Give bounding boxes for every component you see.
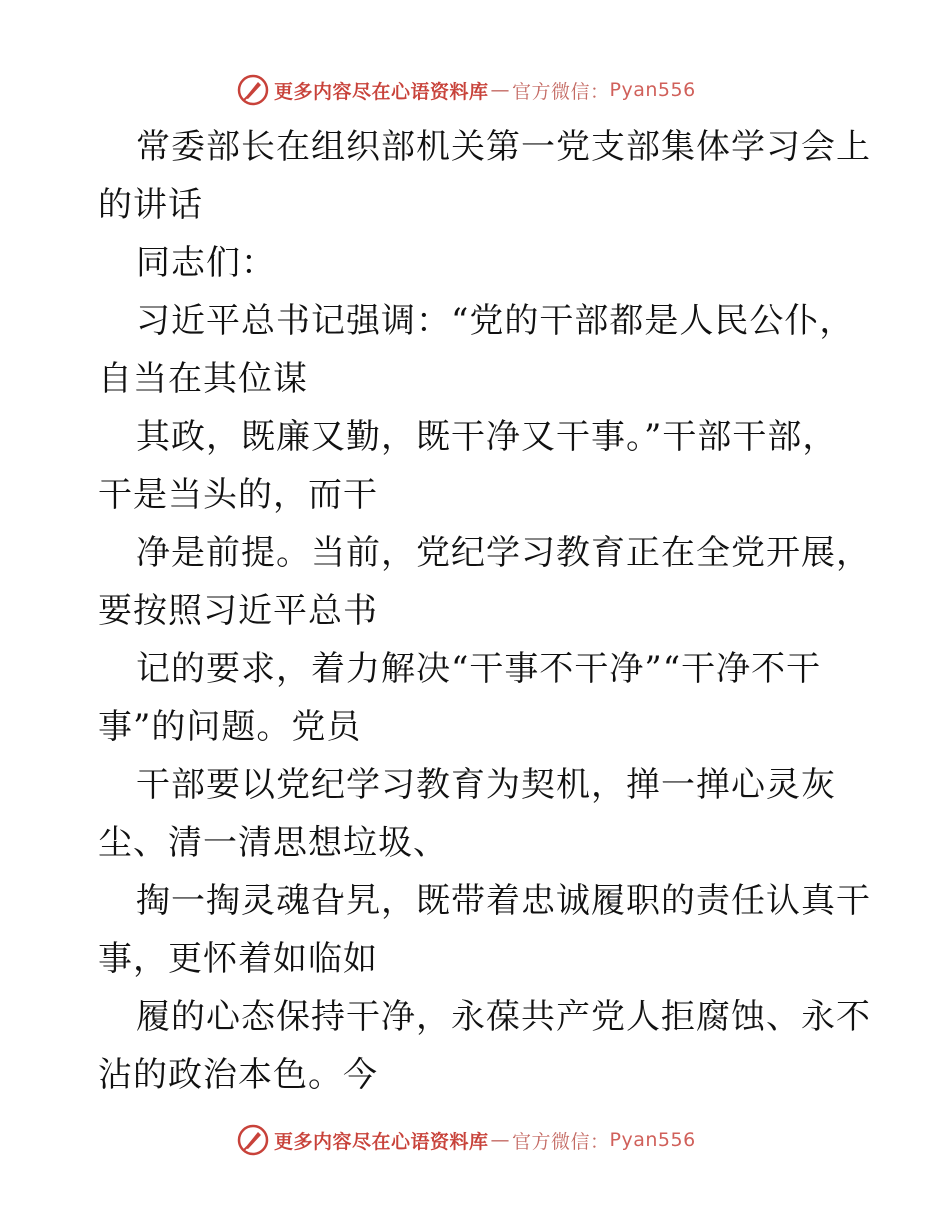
watermark-dash: — [490, 79, 511, 101]
footer-watermark [236, 1122, 696, 1158]
text-line: 净是前提。当前，党纪学习教育正在全党开展， [136, 533, 871, 573]
watermark-wechat-id: Pyan556 [609, 79, 696, 101]
text-line: 自当在其位谋 [98, 359, 308, 399]
text-line: 其政，既廉又勤，既干净又干事。”干部干部， [136, 417, 838, 457]
watermark-wechat-id: Pyan556 [609, 1129, 696, 1151]
watermark-brand: 更多内容尽在心语资料库 [274, 1130, 489, 1153]
text-line: 记的要求，着力解决“干事不干净”“干净不干 [136, 649, 822, 689]
text-line: 履的心态保持干净，永葆共产党人拒腐蚀、永不 [136, 997, 871, 1037]
text-line: 要按照习近平总书 [98, 591, 378, 631]
quill-logo-icon [236, 1123, 270, 1157]
header-watermark [236, 72, 696, 108]
text-line: 干部要以党纪学习教育为契机，掸一掸心灵灰 [136, 765, 836, 805]
text-line: 事”的问题。党员 [98, 707, 362, 747]
text-line: 事，更怀着如临如 [98, 939, 378, 979]
document-body [98, 118, 871, 1104]
quill-logo-icon [236, 73, 270, 107]
watermark-wechat-label: 官方微信： [512, 80, 610, 103]
text-line: 掏一掏灵魂旮旯，既带着忠诚履职的责任认真干 [136, 881, 871, 921]
text-line: 尘、清一清思想垃圾、 [98, 823, 448, 863]
watermark-brand: 更多内容尽在心语资料库 [274, 80, 489, 103]
text-line: 同志们： [136, 243, 276, 283]
text-line: 的讲话 [98, 185, 203, 225]
text-line: 干是当头的，而干 [98, 475, 378, 515]
watermark-dash: — [490, 1129, 511, 1151]
text-line: 习近平总书记强调：“党的干部都是人民公仆， [136, 301, 855, 341]
text-line: 沾的政治本色。今 [98, 1055, 378, 1095]
watermark-wechat-label: 官方微信： [512, 1130, 610, 1153]
text-line: 常委部长在组织部机关第一党支部集体学习会上 [136, 127, 871, 167]
